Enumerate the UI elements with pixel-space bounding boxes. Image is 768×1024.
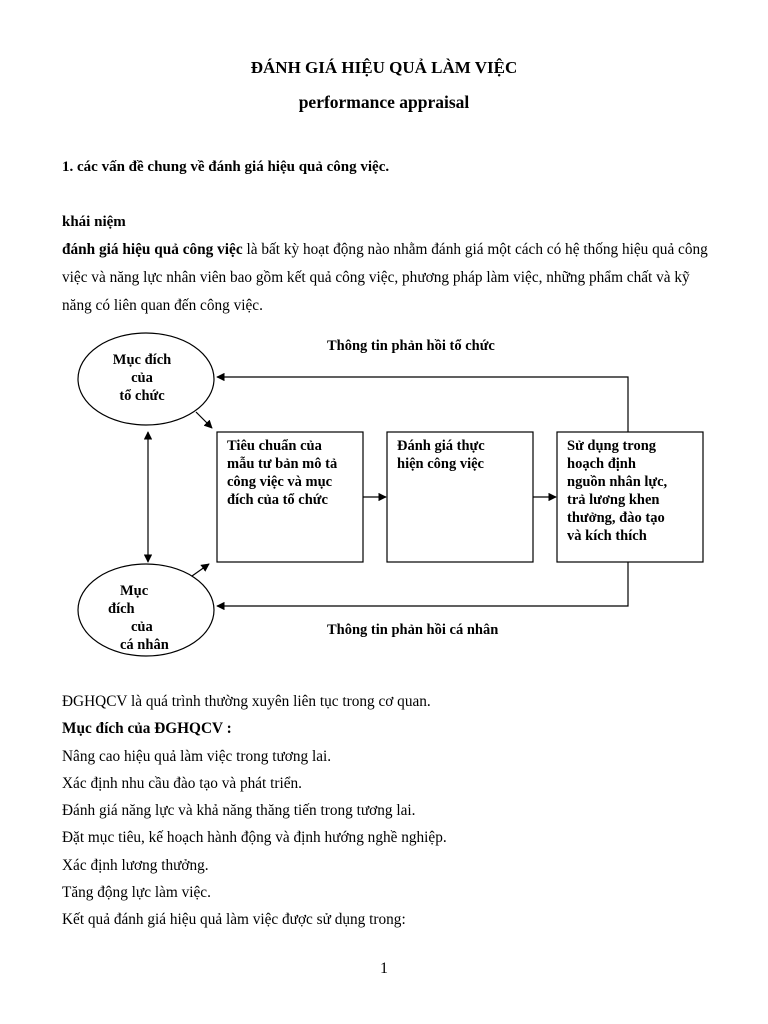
- feedback-org-label: Thông tin phản hồi tổ chức: [327, 338, 495, 354]
- body-line: Nâng cao hiệu quả làm việc trong tương lai.: [62, 747, 332, 765]
- body-line: Xác định lương thưởng.: [62, 856, 209, 874]
- feedback-personal-arrow: [217, 562, 628, 606]
- evaluation-box: Đánh giá thực hiện công việc: [397, 438, 485, 472]
- standards-box: Tiêu chuẩn của mẫu tư bản mô tả công việc và mục đích của tổ chức: [227, 438, 338, 508]
- definition-term: đánh giá hiệu quả công việc: [62, 241, 243, 258]
- body-line: Đánh giá năng lực và khả năng thăng tiến trong tương lai.: [62, 802, 416, 820]
- personal-goal-label: Mục đích của cá nhân: [108, 583, 169, 653]
- section-1-heading: 1. các vấn đề chung về đánh giá hiệu quả công việc.: [62, 159, 390, 175]
- org-goal-label: Mục đích của tổ chức: [112, 352, 172, 404]
- feedback-org-arrow: [217, 377, 628, 432]
- feedback-personal-label: Thông tin phản hồi cá nhân: [327, 622, 499, 638]
- document-title: ĐÁNH GIÁ HIỆU QUẢ LÀM VIỆC: [250, 58, 518, 77]
- body-line: Tăng động lực làm việc.: [62, 884, 211, 902]
- body-lines: [62, 688, 722, 934]
- usage-box: Sử dụng trong hoạch định nguồn nhân lực, trả lương khen thưởng, đào tạo và kích thích: [567, 438, 668, 544]
- arrow-personal-to-box1: [192, 564, 209, 576]
- definition-text: là bất kỳ hoạt động nào nhằm đánh giá một cách có hệ thống hiệu quả công việc và năng lực nhân viên bao gồm kết quả công việc, phương pháp làm việc, những phẩm chất và kỹ năng có liên quan đến công việc.: [62, 241, 708, 314]
- purpose-heading: Mục đích của ĐGHQCV :: [62, 720, 232, 738]
- arrow-org-to-box1: [196, 412, 212, 428]
- body-line: Đặt mục tiêu, kế hoạch hành động và định hướng nghề nghiệp.: [62, 829, 447, 847]
- body-line: Kết quả đánh giá hiệu quả làm việc được sử dụng trong:: [62, 911, 406, 929]
- body-line: ĐGHQCV là quá trình thường xuyên liên tục trong cơ quan.: [62, 693, 431, 710]
- body-line: Xác định nhu cầu đào tạo và phát triển.: [62, 774, 302, 792]
- document-subtitle: performance appraisal: [298, 92, 470, 112]
- concept-heading: khái niệm: [62, 214, 126, 230]
- page-number: 1: [380, 960, 388, 977]
- appraisal-flow-diagram: [0, 330, 768, 670]
- definition-paragraph: [62, 236, 722, 320]
